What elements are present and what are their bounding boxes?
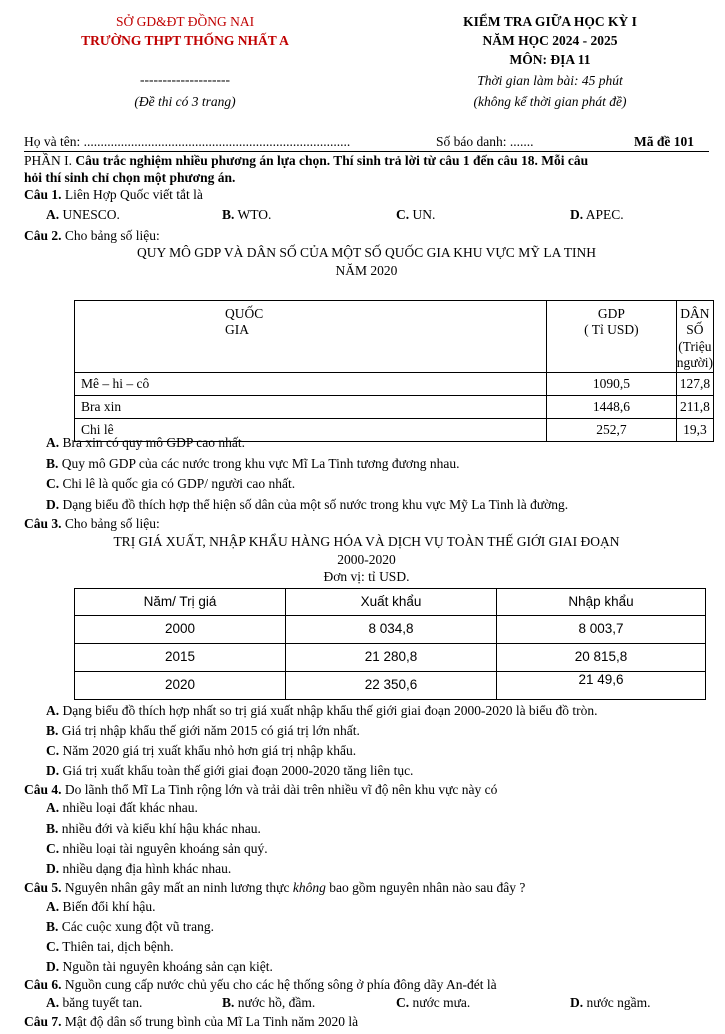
header-country-line2: GIA (225, 322, 249, 338)
option-text: nhiều loại đất khác nhau. (59, 800, 198, 815)
cell-export: 8 034,8 (286, 616, 497, 644)
q2-text: Cho bảng số liệu: (61, 228, 160, 243)
student-name-field: Họ và tên: ............................................................................... (24, 134, 351, 149)
exam-code: Mã đề 101 (634, 134, 694, 149)
part1-prefix: PHẦN I. (24, 153, 76, 168)
q3-option-d[interactable] (46, 763, 413, 779)
q1-option-a[interactable] (46, 207, 120, 223)
option-key: D. (46, 497, 60, 512)
q2-option-a[interactable] (46, 435, 245, 451)
q4-label: Câu 4. (24, 782, 62, 797)
q5-option-a[interactable] (46, 899, 156, 915)
q6-text: Nguồn cung cấp nước chủ yếu cho các hệ thống sông ở phía đông dãy An-đét là (61, 977, 497, 992)
question-1 (24, 187, 203, 203)
option-text: UN. (409, 207, 436, 222)
option-text: Dạng biểu đồ thích hợp thể hiện số dân của một số nước trong khu vực Mỹ La Tinh là đường. (59, 497, 569, 512)
option-key: D. (570, 207, 584, 222)
option-text: nước ngầm. (583, 995, 651, 1010)
header-dashes: -------------------- (140, 72, 230, 87)
table-row (75, 616, 706, 644)
option-text: nhiều dạng địa hình khác nhau. (59, 861, 232, 876)
subject: MÔN: ĐỊA 11 (509, 52, 591, 67)
part1-heading (24, 153, 588, 169)
q4-text: Do lãnh thổ Mĩ La Tinh rộng lớn và trải dài trên nhiều vĩ độ nên khu vực này có (61, 782, 498, 797)
q6-option-a[interactable] (46, 995, 142, 1011)
header-pop-line2: (Triệu người) (676, 338, 713, 371)
q2-option-b[interactable] (46, 456, 460, 472)
table-row (75, 644, 706, 672)
q5-text-a: Nguyên nhân gây mất an ninh lương thực (61, 880, 293, 895)
question-4 (24, 782, 497, 798)
cell-import: 8 003,7 (497, 616, 706, 644)
option-key: C. (396, 995, 410, 1010)
option-key: A. (46, 703, 60, 718)
q4-option-b[interactable] (46, 821, 261, 837)
q2-table-title-2: NĂM 2020 (335, 263, 398, 278)
option-text: Bra xin có quy mô GDP cao nhất. (59, 435, 245, 450)
option-text: nước mưa. (409, 995, 471, 1010)
option-text: Các cuộc xung đột vũ trang. (58, 919, 214, 934)
q1-text: Liên Hợp Quốc viết tắt là (61, 187, 203, 202)
option-key: C. (46, 476, 60, 491)
pages-note: (Đề thi có 3 trang) (134, 94, 236, 109)
q3-table-unit: Đơn vị: tỉ USD. (323, 569, 410, 584)
part1-instruction-1: Câu trắc nghiệm nhiều phương án lựa chọn. Thí sinh trả lời từ câu 1 đến câu 18. Mỗi câu (75, 153, 589, 168)
q3-option-c[interactable] (46, 743, 356, 759)
q5-option-d[interactable] (46, 959, 273, 975)
header-pop-line1: DÂN SỐ (680, 306, 710, 338)
q3-option-a[interactable] (46, 703, 598, 719)
q2-option-c[interactable] (46, 476, 295, 492)
q2-table-title-1: QUY MÔ GDP VÀ DÂN SỐ CỦA MỘT SỐ QUỐC GIA KHU VỰC MỸ LA TINH (137, 245, 596, 260)
option-key: A. (46, 435, 60, 450)
option-text: Thiên tai, dịch bệnh. (59, 939, 174, 954)
time-note: (không kể thời gian phát đề) (473, 94, 627, 109)
q1-option-b[interactable] (222, 207, 271, 223)
option-text: Nguồn tài nguyên khoáng sản cạn kiệt. (59, 959, 273, 974)
question-3 (24, 516, 160, 532)
cell-population: 127,8 (676, 372, 713, 395)
q6-option-b[interactable] (222, 995, 315, 1011)
header-country-line1: QUỐC (225, 306, 264, 321)
option-key: A. (46, 899, 60, 914)
cell-population: 19,3 (676, 418, 713, 441)
q3-label: Câu 3. (24, 516, 62, 531)
option-key: C. (46, 743, 60, 758)
cell-import: 21 49,6 (497, 672, 706, 700)
option-text: nhiều loại tài nguyên khoáng sản quý. (59, 841, 268, 856)
option-text: WTO. (234, 207, 272, 222)
option-text: nhiều đới và kiểu khí hậu khác nhau. (58, 821, 261, 836)
option-key: B. (46, 723, 59, 738)
option-key: B. (46, 821, 59, 836)
q4-option-c[interactable] (46, 841, 268, 857)
q5-text-b: bao gồm nguyên nhân nào sau đây ? (325, 880, 526, 895)
option-text: Chi lê là quốc gia có GDP/ người cao nhất. (59, 476, 296, 491)
school-year: NĂM HỌC 2024 - 2025 (482, 33, 618, 48)
cell-country: Chi lê (75, 418, 547, 441)
q5-emphasis: không (292, 880, 326, 895)
q2-data-table (74, 300, 714, 442)
option-text: APEC. (583, 207, 624, 222)
header-year: Năm/ Trị giá (75, 589, 286, 616)
option-key: D. (46, 861, 60, 876)
option-key: B. (222, 207, 235, 222)
question-6 (24, 977, 497, 993)
q6-label: Câu 6. (24, 977, 62, 992)
q1-label: Câu 1. (24, 187, 62, 202)
q7-label: Câu 7. (24, 1014, 62, 1029)
option-key: D. (46, 763, 60, 778)
q2-option-d[interactable] (46, 497, 568, 513)
option-text: UNESCO. (59, 207, 120, 222)
cell-country: Mê – hi – cô (75, 372, 547, 395)
header-gdp-line1: GDP (597, 306, 625, 321)
option-text: băng tuyết tan. (59, 995, 143, 1010)
cell-year: 2020 (75, 672, 286, 700)
cell-gdp: 1090,5 (547, 372, 677, 395)
table-row (75, 672, 706, 700)
q1-option-d[interactable] (570, 207, 624, 223)
option-key: B. (46, 456, 59, 471)
header-gdp-line2: ( Tỉ USD) (584, 322, 639, 338)
header-divider (24, 151, 709, 152)
option-key: B. (222, 995, 235, 1010)
option-key: C. (46, 939, 60, 954)
header-export: Xuất khẩu (286, 589, 497, 616)
option-key: A. (46, 995, 60, 1010)
q3-text: Cho bảng số liệu: (61, 516, 160, 531)
q5-option-b[interactable] (46, 919, 214, 935)
q5-label: Câu 5. (24, 880, 62, 895)
cell-year: 2015 (75, 644, 286, 672)
cell-export: 22 350,6 (286, 672, 497, 700)
option-text: Biến đổi khí hậu. (59, 899, 156, 914)
student-id-field: Số báo danh: ....... (436, 134, 534, 149)
header-population (676, 301, 713, 373)
option-key: B. (46, 919, 59, 934)
table-row (75, 395, 714, 418)
q1-option-c[interactable] (396, 207, 435, 223)
q7-text: Mật độ dân số trung bình của Mĩ La Tinh năm 2020 là (61, 1014, 359, 1029)
option-key: D. (570, 995, 584, 1010)
q3-table-title-1: TRỊ GIÁ XUẤT, NHẬP KHẨU HÀNG HÓA VÀ DỊCH VỤ TOÀN THẾ GIỚI GIAI ĐOẠN (113, 534, 620, 549)
question-5 (24, 880, 525, 896)
table-header-row (75, 301, 714, 373)
school-name: TRƯỜNG THPT THỐNG NHẤT A (81, 33, 289, 48)
cell-population: 211,8 (676, 395, 713, 418)
q3-table-title-2: 2000-2020 (337, 552, 396, 567)
option-key: D. (46, 959, 60, 974)
option-key: A. (46, 207, 60, 222)
q2-label: Câu 2. (24, 228, 62, 243)
department-name: SỞ GD&ĐT ĐỒNG NAI (115, 14, 255, 29)
q3-data-table (74, 588, 706, 700)
option-key: C. (46, 841, 60, 856)
option-text: Quy mô GDP của các nước trong khu vực Mĩ La Tinh tương đương nhau. (58, 456, 460, 471)
q5-option-c[interactable] (46, 939, 174, 955)
cell-gdp: 1448,6 (547, 395, 677, 418)
header-gdp (547, 301, 677, 373)
q4-option-d[interactable] (46, 861, 231, 877)
option-text: Dạng biểu đồ thích hợp nhất so trị giá xuất nhập khẩu thế giới giai đoạn 2000-2020 là biểu đồ tròn. (59, 703, 598, 718)
cell-gdp: 252,7 (547, 418, 677, 441)
option-text: nước hồ, đầm. (234, 995, 316, 1010)
q3-option-b[interactable] (46, 723, 360, 739)
option-key: C. (396, 207, 410, 222)
question-2 (24, 228, 160, 244)
option-key: A. (46, 800, 60, 815)
option-text: Năm 2020 giá trị xuất khẩu nhỏ hơn giá trị nhập khẩu. (59, 743, 357, 758)
option-text: Giá trị xuất khẩu toàn thế giới giai đoạn 2000-2020 tăng liên tục. (59, 763, 414, 778)
cell-export: 21 280,8 (286, 644, 497, 672)
cell-year: 2000 (75, 616, 286, 644)
table-row (75, 372, 714, 395)
part1-instruction-2: hỏi thí sinh chỉ chọn một phương án. (24, 170, 236, 185)
header-country (75, 301, 547, 373)
question-7 (24, 1014, 358, 1030)
exam-title: KIỂM TRA GIỮA HỌC KỲ I (463, 14, 637, 29)
option-text: Giá trị nhập khẩu thế giới năm 2015 có giá trị lớn nhất. (58, 723, 360, 738)
cell-import: 20 815,8 (497, 644, 706, 672)
exam-time: Thời gian làm bài: 45 phút (477, 73, 623, 88)
header-import: Nhập khẩu (497, 589, 706, 616)
q6-option-c[interactable] (396, 995, 470, 1011)
table-header-row (75, 589, 706, 616)
q4-option-a[interactable] (46, 800, 198, 816)
q6-option-d[interactable] (570, 995, 650, 1011)
cell-country: Bra xin (75, 395, 547, 418)
